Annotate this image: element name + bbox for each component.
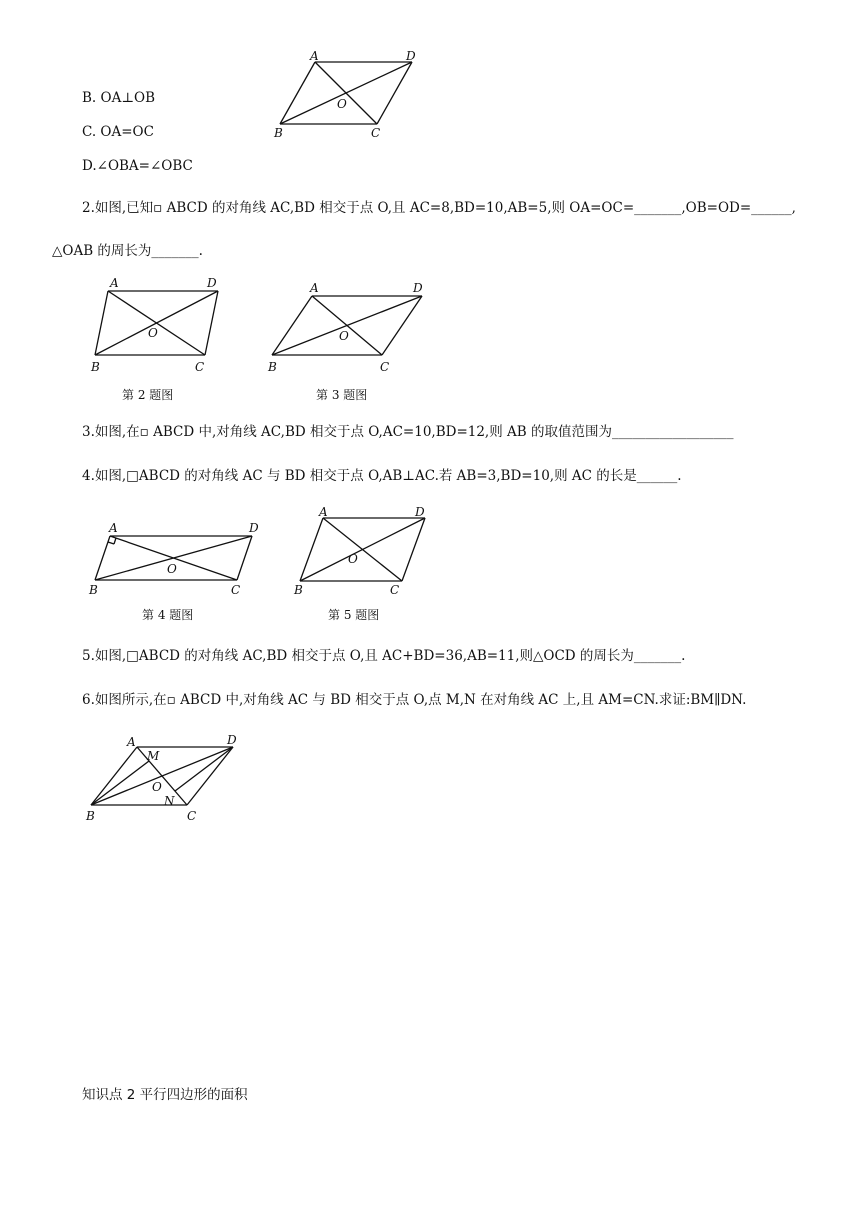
label-b: B xyxy=(268,360,277,374)
parallelogram-figure-2 xyxy=(85,275,225,375)
question-2-line-2: △OAB 的周长为_______. xyxy=(52,243,203,259)
label-o: O xyxy=(348,552,358,566)
label-a: A xyxy=(127,735,136,749)
label-b: B xyxy=(91,360,100,374)
label-m: M xyxy=(147,749,160,763)
label-a: A xyxy=(310,281,319,295)
section-heading: 知识点 2 平行四边形的面积 xyxy=(82,1087,248,1103)
label-a: A xyxy=(319,505,328,519)
parallelogram-figure-5 xyxy=(290,505,440,595)
parallelogram-figure-6 xyxy=(83,733,253,828)
label-a: A xyxy=(110,276,119,290)
label-c: C xyxy=(195,360,205,374)
label-c: C xyxy=(371,126,381,140)
caption-fig-5: 第 5 题图 xyxy=(328,608,380,622)
label-c: C xyxy=(231,583,241,597)
label-a: A xyxy=(109,521,118,535)
parallelogram-figure-top xyxy=(270,50,430,140)
edge-ab xyxy=(272,296,312,355)
label-c: C xyxy=(187,809,197,823)
label-d: D xyxy=(207,276,217,290)
label-c: C xyxy=(390,583,400,597)
option-c: C. OA=OC xyxy=(82,124,154,140)
option-d: D.∠OBA=∠OBC xyxy=(82,158,193,174)
label-d: D xyxy=(249,521,259,535)
edge-dc xyxy=(382,296,422,355)
caption-fig-3: 第 3 题图 xyxy=(316,388,368,402)
edge-ab xyxy=(95,536,110,580)
question-2-line-1: 2.如图,已知▫ ABCD 的对角线 AC,BD 相交于点 O,且 AC=8,BD=10,AB=5,则 OA=OC=_______,OB=OD=______, xyxy=(82,200,796,216)
edge-dc xyxy=(377,62,412,124)
caption-fig-2: 第 2 题图 xyxy=(122,388,174,402)
diagonal-bd xyxy=(95,291,218,355)
label-d: D xyxy=(415,505,425,519)
label-b: B xyxy=(89,583,98,597)
label-o: O xyxy=(148,326,158,340)
right-angle-mark-2 xyxy=(108,542,114,544)
label-o: O xyxy=(152,780,162,794)
diagonal-bd xyxy=(280,62,412,124)
label-a: A xyxy=(310,49,319,63)
diagonal-bd xyxy=(300,518,425,581)
label-o: O xyxy=(339,329,349,343)
label-n: N xyxy=(164,794,175,808)
question-6: 6.如图所示,在▫ ABCD 中,对角线 AC 与 BD 相交于点 O,点 M,N 在对角线 AC 上,且 AM=CN.求证:BM∥DN. xyxy=(82,692,747,708)
question-3: 3.如图,在▫ ABCD 中,对角线 AC,BD 相交于点 O,AC=10,BD=12,则 AB 的取值范围为__________________ xyxy=(82,424,734,440)
diagonal-bd xyxy=(272,296,422,355)
parallelogram-figure-4 xyxy=(85,520,265,600)
edge-dc xyxy=(205,291,218,355)
option-b: B. OA⊥OB xyxy=(82,90,156,106)
label-d: D xyxy=(406,49,416,63)
diagonal-bd xyxy=(91,747,233,805)
parallelogram-figure-3 xyxy=(262,275,432,375)
label-o: O xyxy=(337,97,347,111)
question-5: 5.如图,□ABCD 的对角线 AC,BD 相交于点 O,且 AC+BD=36,AB=11,则△OCD 的周长为_______. xyxy=(82,648,686,664)
label-b: B xyxy=(274,126,283,140)
label-o: O xyxy=(167,562,177,576)
label-c: C xyxy=(380,360,390,374)
question-4: 4.如图,□ABCD 的对角线 AC 与 BD 相交于点 O,AB⊥AC.若 AB=3,BD=10,则 AC 的长是______. xyxy=(82,468,682,484)
edge-ab xyxy=(95,291,108,355)
right-angle-mark-1 xyxy=(114,538,116,544)
caption-fig-4: 第 4 题图 xyxy=(142,608,194,622)
label-d: D xyxy=(227,733,237,747)
edge-dc xyxy=(237,536,252,580)
label-b: B xyxy=(86,809,95,823)
label-b: B xyxy=(294,583,303,597)
edge-ab xyxy=(280,62,315,124)
label-d: D xyxy=(413,281,423,295)
